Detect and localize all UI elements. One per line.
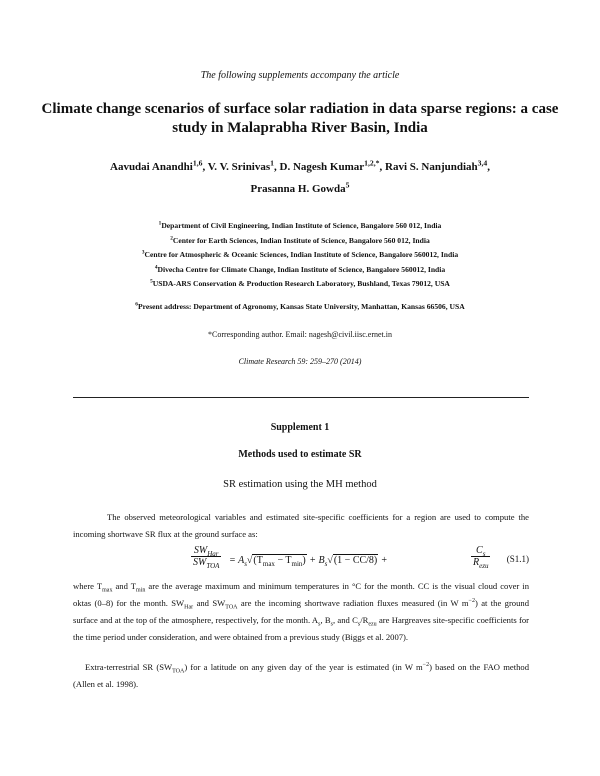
paragraph-3: Extra-terrestrial SR $(SW_{TOA})$ for a latitude on any given day of the year is estimated (in W $m^{-2}$) based on the FAO method (Allen et al. 1998). [73,662,529,689]
present-address: $^6$Present address: Department of Agronomy, Kansas State University, Manhattan, Kansas 66506, USA [135,301,465,311]
equation-cs-fraction: $C_s$ $R_{ezu}$ [473,545,489,570]
author-affil: 5 [345,180,350,190]
equation-number: (S1.1) [506,554,529,564]
paragraph-1: The observed meteorological variables and estimated site-specific coefficients for a region are used to compute the incoming shortwave SR flux at the ground surface as: [73,512,529,539]
author-name: Ravi S. Nanjundiah [385,161,478,173]
paragraph-2: where $T_{max}$ and $T_{min}$ are the average maximum and minimum temperatures in °C for the month. CC is the visual cloud cover in oktas (0–8) for the month. $SW_{Har}$ and $SW_{TOA}$ are the incoming shortwave radiation fluxes measured (in W $m^{-2}$) at the ground surface and at the top of the atmosphere, respectively, for the month. $A_s$, $B_s$, and $C_s/R_{ezu}$ are Hargreaves site-specific coefficients for the time period under consideration, and were obtained from a previous study (Biggs et al. 2007). [73,581,530,642]
supplement-label: Supplement 1 [270,422,330,433]
author-name: V. V. Srinivas [207,161,271,173]
affiliation: $^5$USDA-ARS Conservation & Production Research Laboratory, Bushland, Texas 79012, USA [150,278,450,289]
subsection-heading: SR estimation using the MH method [223,479,377,490]
equation-s1-1 [73,545,529,579]
author-name: D. Nagesh Kumar [279,161,365,173]
section-divider [73,397,529,398]
affiliation: $^2$Center for Earth Sciences, Indian Institute of Science, Bangalore 560 012, India [170,235,430,245]
affiliation: $^4$Divecha Centre for Climate Change, Indian Institute of Science, Bangalore 560012, India [154,264,446,274]
author-line-1: Aavudai Anandhi$^{1,6}$, V. V. Srinivas$^1$, D. Nagesh Kumar$^{1,2,*}$, Ravi S. Nanjundiah$^{3,4}$, [110,158,490,173]
author-affil: 1,6 [192,158,203,168]
affiliation-list [40,219,560,292]
equation-lhs-fraction: $SW_{Har}$ $SW_{TOA}$ [193,545,220,570]
journal-citation: Climate Research 59: 259–270 (2014) [238,357,362,366]
author-affil: 3,4 [477,158,488,168]
author-line-2 [40,178,560,200]
affiliation: $^1$Department of Civil Engineering, Indian Institute of Science, Bangalore 560 012, India [158,220,442,230]
author-name: Prasanna H. Gowda [250,183,346,195]
author-affil: 1,2,* [364,158,380,168]
author-affil: 1 [270,158,274,168]
author-list [40,156,560,200]
equation-rhs: = $A_s√(T_{max} - T_{min}) + B_s√(1 - CC/8)$ + [229,555,388,568]
paper-title: Climate change scenarios of surface solar radiation in data sparse regions: a case study in Malaprabha River Basin, India [41,101,559,136]
methods-heading: Methods used to estimate SR [238,449,362,460]
author-name: Aavudai Anandhi [110,161,193,173]
intro-note: The following supplements accompany the article [200,70,400,81]
corresponding-author: *Corresponding author. Email: nagesh@civil.iisc.ernet.in [208,330,392,339]
affiliation: $^3$Centre for Atmospheric & Oceanic Sciences, Indian Institute of Science, Bangalore 560012, India [141,249,459,260]
